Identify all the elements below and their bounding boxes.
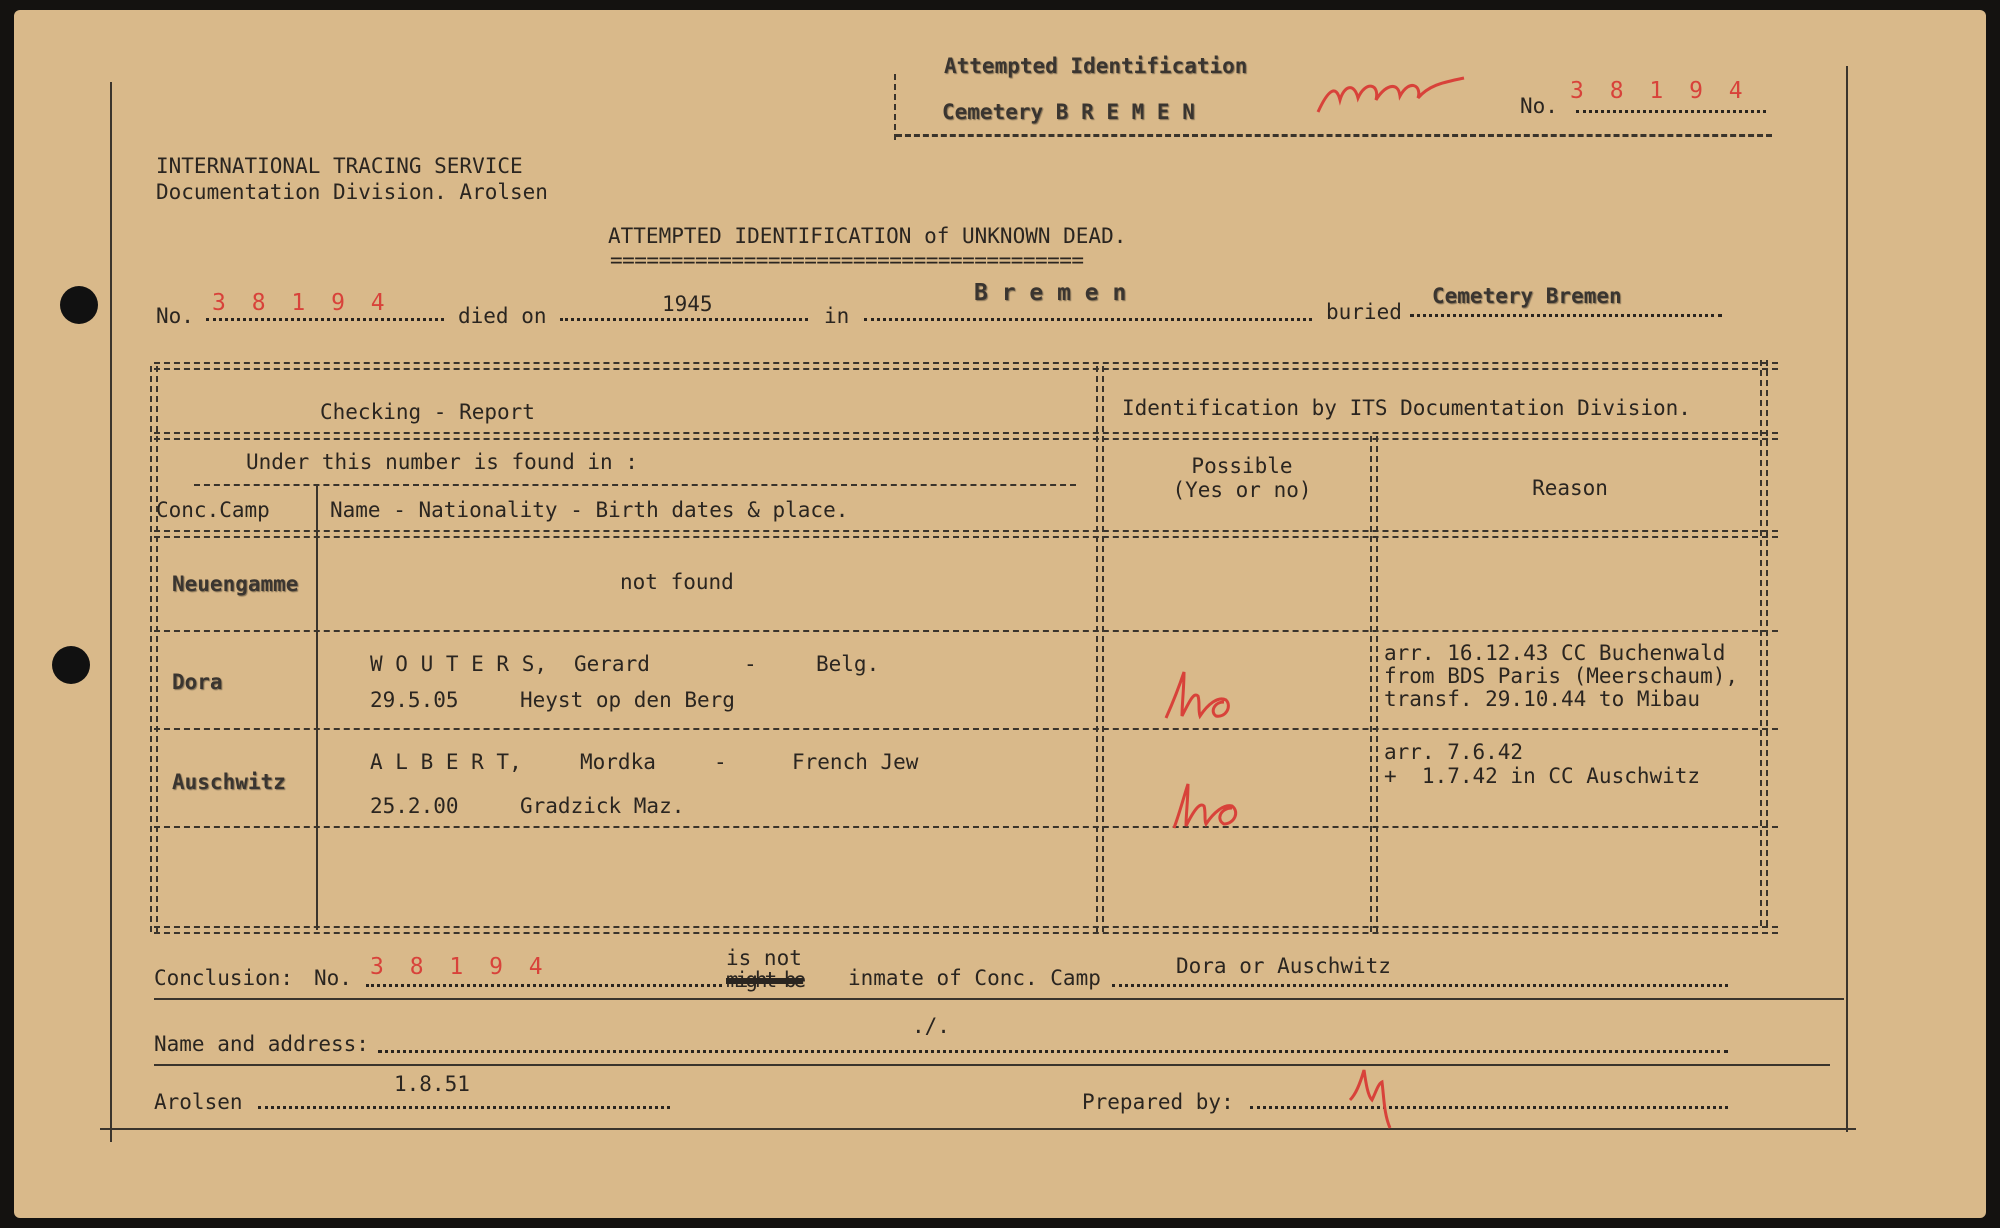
header-no-value: 3 8 1 9 4 <box>1570 78 1749 104</box>
name-address-value: ./. <box>912 1014 950 1038</box>
issuer-line-2: Documentation Division. Arolsen <box>156 180 548 204</box>
buried-dots <box>1410 314 1722 317</box>
conclusion-is-not: is not <box>726 946 802 970</box>
name-address-dots <box>378 1050 1728 1053</box>
row-3-camp: Auschwitz <box>172 770 286 794</box>
row-2-reason: arr. 16.12.43 CC Buchenwald from BDS Paris (Meerschaum), transf. 29.10.44 to Mibau <box>1384 641 1739 711</box>
prepared-by-dots <box>1250 1106 1728 1109</box>
conclusion-camp-value: Dora or Auschwitz <box>1176 954 1391 978</box>
prepared-by-label: Prepared by: <box>1082 1090 1234 1114</box>
header-no-label: No. <box>1520 94 1558 118</box>
handwritten-none-mark <box>1314 60 1494 120</box>
row-2-given-name: Gerard <box>574 652 650 676</box>
middle-divider-rule <box>1096 366 1104 932</box>
found-in-rule <box>194 484 1076 486</box>
stamp-line-1: Attempted Identification <box>944 54 1248 78</box>
record-no-value: 3 8 1 9 4 <box>212 290 391 316</box>
conclusion-struck-word: might be <box>726 968 804 992</box>
row-3-dash: - <box>714 750 727 774</box>
checking-report-header: Checking - Report <box>320 400 535 424</box>
title-underline: ======================================= <box>610 248 1084 272</box>
table-left-rule <box>150 366 158 932</box>
column-header-rule <box>154 530 1778 538</box>
buried-label: buried <box>1326 300 1402 324</box>
died-label: died on <box>458 304 547 328</box>
frame-right-line <box>1846 66 1848 1132</box>
row-1-camp: Neuengamme <box>172 572 299 596</box>
row-2-dash: - <box>744 652 757 676</box>
row-1-name: not found <box>620 570 734 594</box>
row-3-reason: arr. 7.6.42 + 1.7.42 in CC Auschwitz <box>1384 740 1701 788</box>
column-possible-header: Possible (Yes or no) <box>1172 454 1312 502</box>
punch-hole-bottom <box>52 646 90 684</box>
column-name-header: Name - Nationality - Birth dates & place. <box>330 498 849 522</box>
table-top-rule <box>154 362 1778 370</box>
stamp-line-2: Cemetery B R E M E N <box>942 100 1195 124</box>
row-3-no-handwritten <box>1166 774 1256 834</box>
header-no-dots <box>1576 110 1766 113</box>
stamp-left-border <box>894 74 896 140</box>
tracing-card <box>14 10 1986 1218</box>
arolsen-dots <box>258 1106 670 1109</box>
conclusion-rest: inmate of Conc. Camp <box>848 966 1101 990</box>
row-2-surname: W O U T E R S, <box>370 652 548 676</box>
table-bottom-rule <box>154 926 1778 934</box>
buried-value: Cemetery Bremen <box>1432 284 1622 308</box>
stamp-bottom-rule <box>896 134 1772 137</box>
frame-left-line <box>110 82 112 1142</box>
row-2-nationality: Belg. <box>816 652 880 676</box>
camp-column-rule <box>316 486 318 930</box>
row-2-no-handwritten <box>1160 666 1250 726</box>
table-right-rule <box>1760 360 1768 926</box>
died-dots <box>560 318 808 321</box>
row-2-camp: Dora <box>172 670 223 694</box>
conclusion-camp-dots <box>1112 984 1728 987</box>
row-1-rule <box>154 630 1778 632</box>
record-no-dots <box>206 318 444 321</box>
row-3-nationality: French Jew <box>792 750 919 774</box>
record-no-label: No. <box>156 304 194 328</box>
row-3-rule <box>154 826 1778 828</box>
row-2-rule <box>154 728 1778 730</box>
prepared-date: 1.8.51 <box>394 1072 470 1096</box>
identification-header: Identification by ITS Documentation Division. <box>1122 396 1691 420</box>
row-2-birth-date: 29.5.05 <box>370 688 459 712</box>
in-value: B r e m e n <box>974 280 1127 306</box>
issuer-line-1: INTERNATIONAL TRACING SERVICE <box>156 154 523 178</box>
column-camp-header: Conc.Camp <box>156 498 270 522</box>
conclusion-no-label: No. <box>314 966 352 990</box>
row-3-birth-date: 25.2.00 <box>370 794 459 818</box>
name-address-label: Name and address: <box>154 1032 369 1056</box>
in-dots <box>864 318 1312 321</box>
punch-hole-top <box>60 286 98 324</box>
column-reason-header: Reason <box>1532 476 1608 500</box>
conclusion-label: Conclusion: <box>154 966 294 990</box>
row-3-birth-place: Gradzick Maz. <box>520 794 685 818</box>
conclusion-no-dots <box>366 984 722 987</box>
arolsen-label: Arolsen <box>154 1090 243 1114</box>
in-label: in <box>824 304 850 328</box>
possible-column-rule <box>1370 436 1378 932</box>
document-title: ATTEMPTED IDENTIFICATION of UNKNOWN DEAD. <box>608 224 1127 248</box>
conclusion-no-value: 3 8 1 9 4 <box>370 954 549 980</box>
row-3-given-name: Mordka <box>580 750 656 774</box>
prepared-by-initials <box>1344 1054 1404 1134</box>
row-2-birth-place: Heyst op den Berg <box>520 688 735 712</box>
name-address-rule <box>154 1064 1830 1066</box>
frame-bottom-line <box>100 1128 1856 1130</box>
table-header-rule <box>154 432 1778 440</box>
found-in-label: Under this number is found in : <box>246 450 638 474</box>
conclusion-rule <box>154 998 1844 1000</box>
died-value: 1945 <box>662 292 713 316</box>
row-3-surname: A L B E R T, <box>370 750 522 774</box>
